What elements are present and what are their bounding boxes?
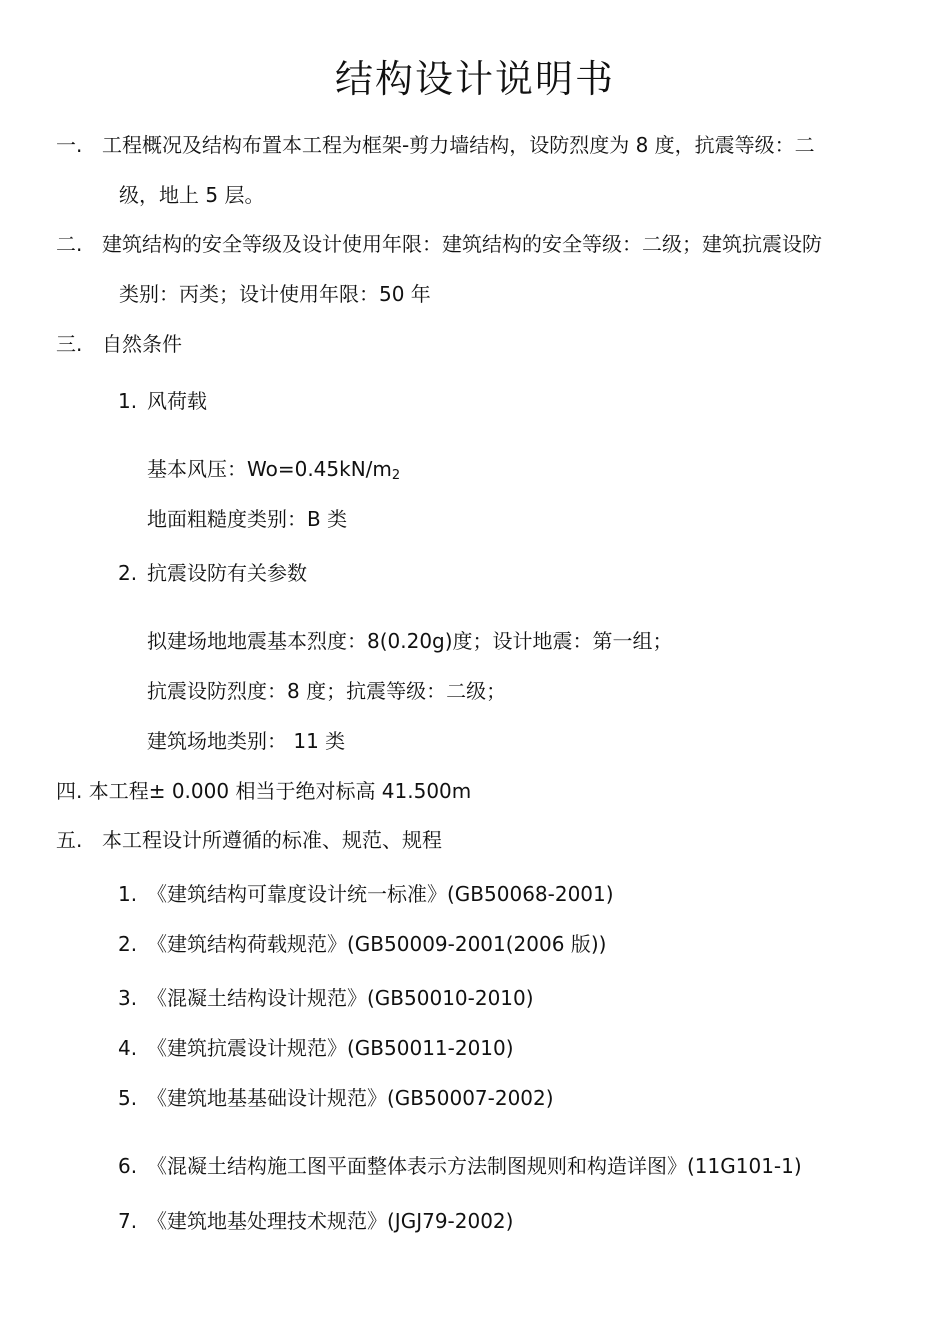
page-title: 结构设计说明书	[334, 57, 615, 101]
subsection-seismic-label: 抗震设防有关参数	[147, 561, 307, 585]
subsection-seismic-number: 2.	[118, 561, 138, 585]
standard-item-text: 《混凝土结构施工图平面整体表示方法制图规则和构造详图》(11G101-1)	[147, 1154, 802, 1178]
standard-item-number: 7.	[118, 1209, 138, 1233]
section-1-line-2: 级，地上 5 层。	[119, 183, 265, 207]
section-4-line: 四. 本工程± 0.000 相当于绝对标高 41.500m	[56, 779, 472, 803]
section-1-number: 一.	[56, 133, 83, 157]
section-2-line-2: 类别：丙类；设计使用年限：50 年	[119, 282, 431, 306]
standard-item	[118, 930, 606, 958]
wind-pressure-line	[147, 455, 400, 490]
wind-pressure-text: 基本风压：Wo=0.45kN/m	[147, 457, 392, 481]
standard-item-number: 5.	[118, 1086, 138, 1110]
standard-item-text: 《建筑结构可靠度设计统一标准》(GB50068-2001)	[147, 882, 614, 906]
subsection-wind-number: 1.	[118, 389, 138, 413]
standard-item-number: 3.	[118, 986, 138, 1010]
subsection-wind-load	[118, 387, 207, 415]
standard-item	[118, 1207, 513, 1235]
section-2-line-1	[56, 230, 822, 258]
section-2-number: 二.	[56, 232, 83, 256]
seismic-grade-line: 抗震设防烈度：8 度；抗震等级：二级；	[147, 679, 507, 703]
standard-item-number: 1.	[118, 882, 138, 906]
site-category-line: 建筑场地类别： 11 类	[147, 729, 346, 753]
subsection-seismic	[118, 559, 307, 587]
standard-item-text: 《建筑地基基础设计规范》(GB50007-2002)	[147, 1086, 554, 1110]
standard-item-text: 《混凝土结构设计规范》(GB50010-2010)	[147, 986, 534, 1010]
standard-item	[118, 1084, 554, 1112]
section-5-text: 本工程设计所遵循的标准、规范、规程	[102, 828, 442, 852]
section-3-number: 三.	[56, 332, 83, 356]
standard-item-text: 《建筑抗震设计规范》(GB50011-2010)	[147, 1036, 514, 1060]
standard-item-number: 6.	[118, 1154, 138, 1178]
section-3-heading	[56, 330, 182, 358]
standard-item-text: 《建筑结构荷载规范》(GB50009-2001(2006 版))	[147, 932, 607, 956]
wind-pressure-exponent: 2	[391, 468, 401, 483]
standard-item	[118, 1152, 802, 1180]
standard-item-number: 4.	[118, 1036, 138, 1060]
subsection-wind-label: 风荷载	[147, 389, 207, 413]
section-1-text: 工程概况及结构布置本工程为框架-剪力墙结构，设防烈度为 8 度，抗震等级：二	[102, 133, 815, 157]
section-2-text: 建筑结构的安全等级及设计使用年限：建筑结构的安全等级：二级；建筑抗震设防	[102, 232, 822, 256]
seismic-intensity-line: 拟建场地地震基本烈度：8(0.20g)度；设计地震：第一组；	[147, 629, 673, 653]
standard-item	[118, 880, 614, 908]
section-3-text: 自然条件	[102, 332, 182, 356]
standard-item-text: 《建筑地基处理技术规范》(JGJ79-2002)	[147, 1209, 514, 1233]
section-5-heading	[56, 826, 442, 854]
standard-item-number: 2.	[118, 932, 138, 956]
standard-item	[118, 1034, 514, 1062]
standard-item	[118, 984, 534, 1012]
section-5-number: 五.	[56, 828, 83, 852]
ground-roughness-line: 地面粗糙度类别：B 类	[147, 507, 348, 531]
section-1-line-1	[56, 131, 815, 159]
